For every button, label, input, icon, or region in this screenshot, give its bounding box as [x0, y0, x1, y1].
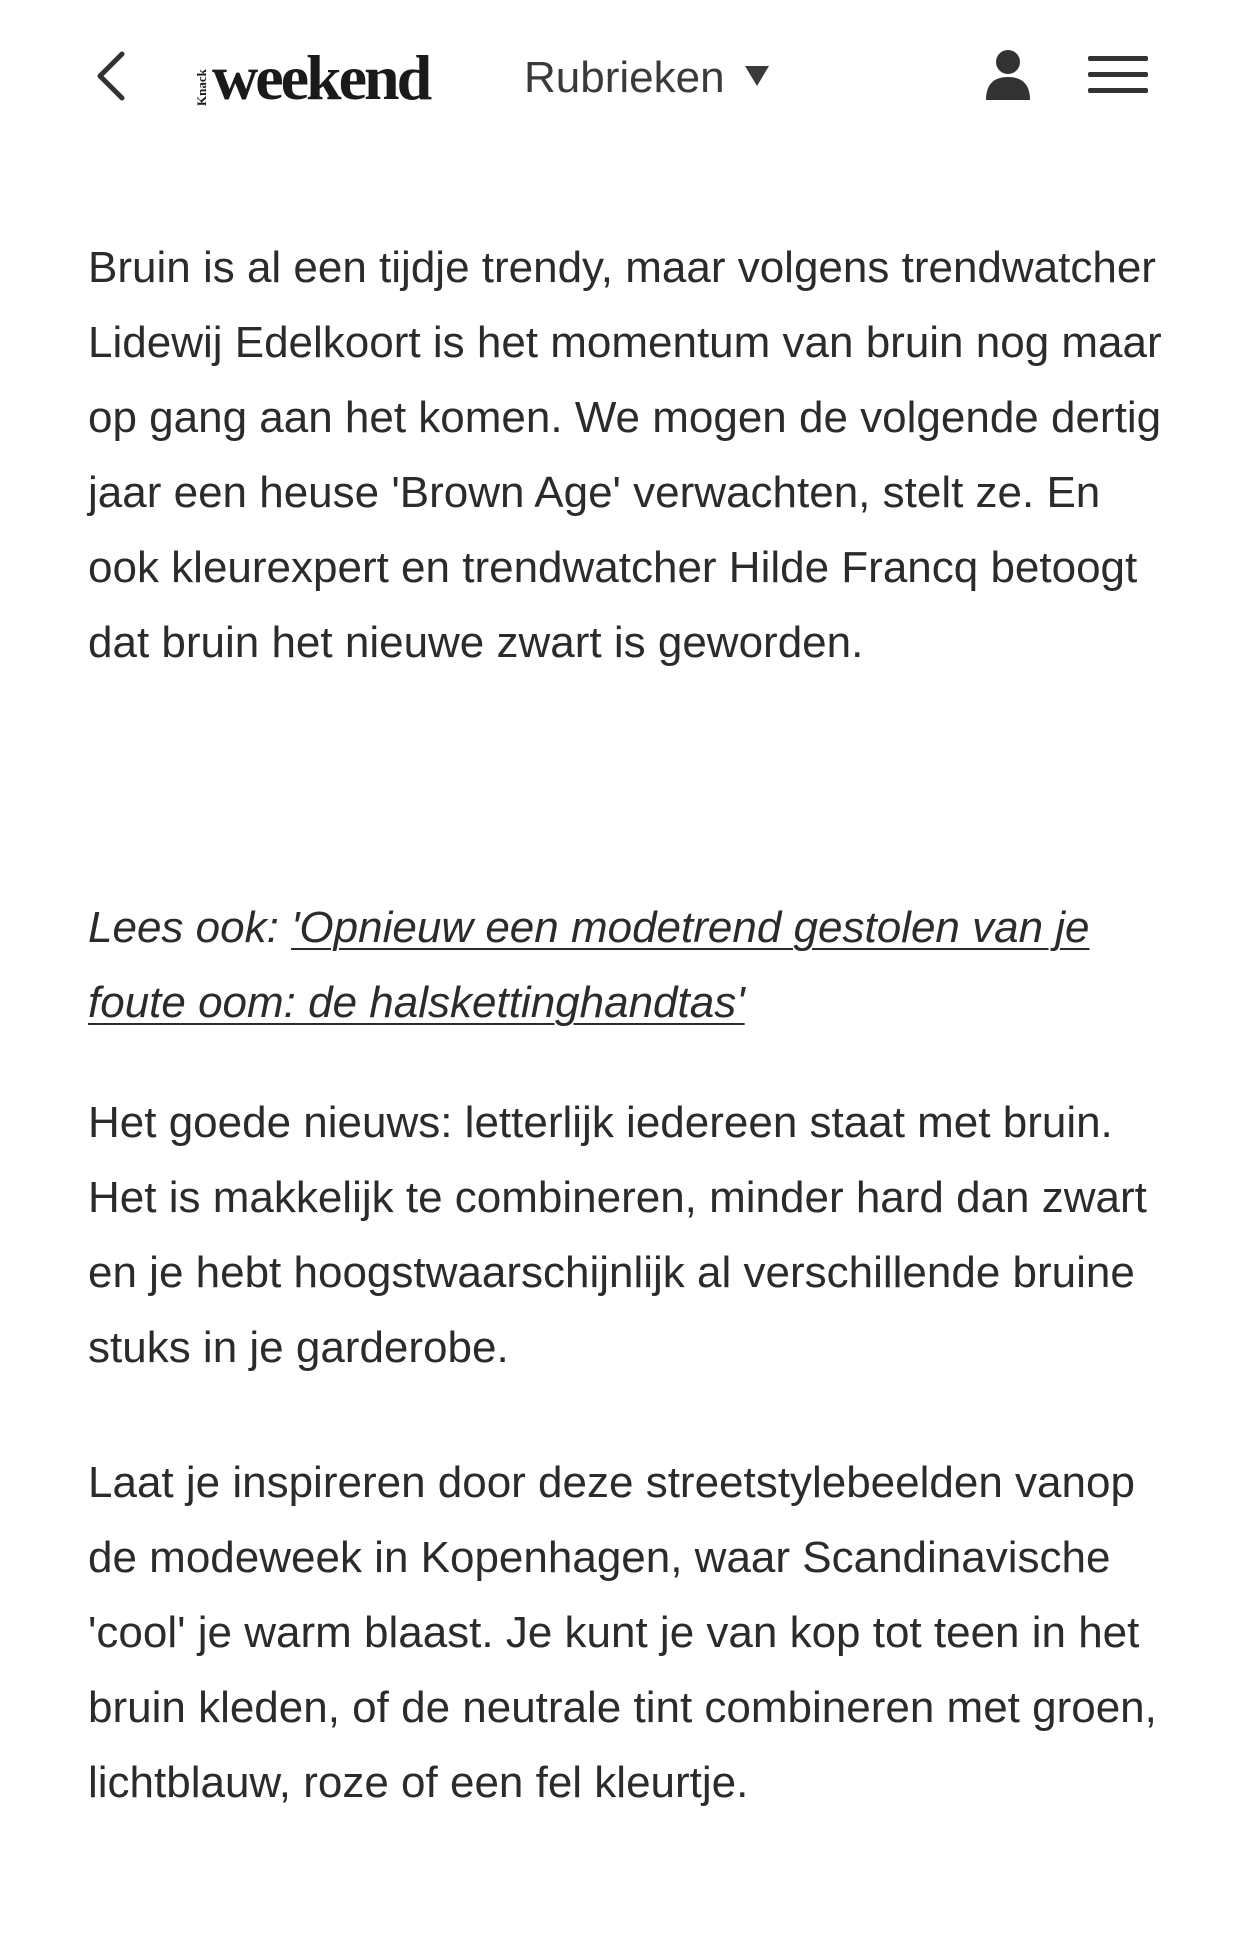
top-navigation-bar [0, 0, 1242, 150]
logo-weekend-label: weekend [212, 42, 430, 113]
caret-down-icon [745, 66, 769, 86]
sections-dropdown[interactable] [524, 50, 769, 106]
main-menu-button[interactable] [1088, 54, 1150, 96]
article-paragraph-1: Bruin is al een tijdje trendy, maar volgens trendwatcher Lidewij Edelkoort is het momentum van bruin nog maar op gang aan het komen. We mogen de volgende dertig jaar een heuse 'Brown Age' verwachten, stelt ze. En ook kleurexpert en trendwatcher Hilde Francq betoogt dat bruin het nieuwe zwart is geworden. [88, 243, 1162, 667]
read-also [88, 890, 1168, 1040]
article-paragraph-3: Laat je inspireren door deze streetstylebeelden vanop de modeweek in Kopenhagen, waar Scandinavische 'cool' je warm blaast. Je kunt je van kop tot teen in het bruin kleden, of de neutrale tint combineren met groen, lichtblauw, roze of een fel kleurtje. [88, 1458, 1157, 1807]
chevron-left-icon [88, 48, 138, 104]
read-also-link[interactable]: 'Opnieuw een modetrend gestolen van je foute oom: de halskettinghandtas' [88, 903, 1090, 1027]
article-paragraph-2: Het goede nieuws: letterlijk iedereen staat met bruin. Het is makkelijk te combineren, minder hard dan zwart en je hebt hoogstwaarschijnlijk al verschillende bruine stuks in je garderobe. [88, 1098, 1147, 1372]
back-button[interactable] [88, 48, 138, 104]
sections-dropdown-label: Rubrieken [524, 53, 725, 102]
read-also-prefix: Lees ook: [88, 903, 292, 952]
account-button[interactable] [982, 48, 1034, 102]
user-icon [982, 48, 1034, 102]
hamburger-menu-line [1088, 72, 1148, 77]
hamburger-menu-line [1088, 88, 1148, 93]
logo-knack-label: Knack [194, 69, 209, 106]
hamburger-menu-icon [1088, 56, 1148, 61]
site-logo[interactable] [190, 38, 480, 118]
